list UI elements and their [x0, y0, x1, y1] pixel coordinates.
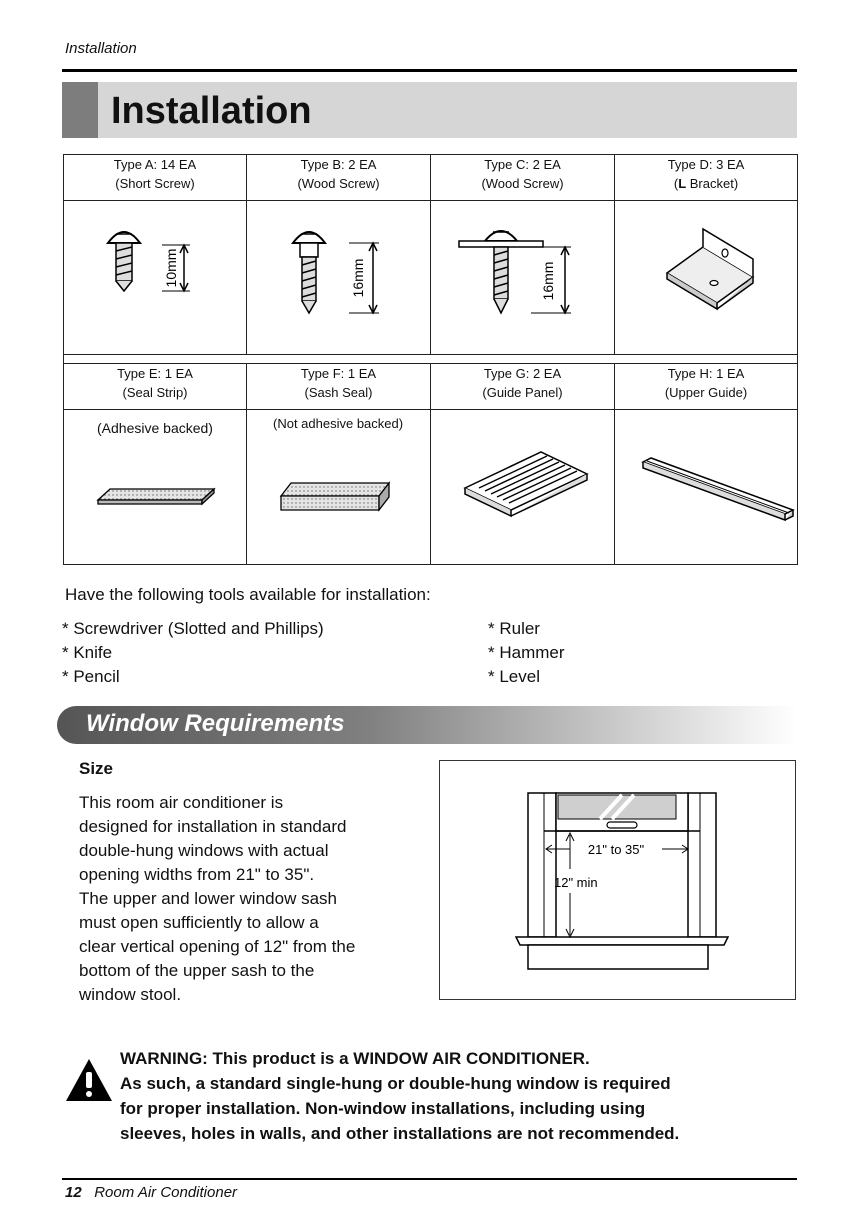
part-b-label: [247, 155, 431, 201]
size-text-line: must open sufficiently to allow a: [79, 913, 319, 932]
part-d-type: Type D: 3 EA: [667, 157, 745, 172]
part-c-dimension: 16mm: [540, 261, 556, 301]
part-f-type: Type F: 1 EA: [300, 366, 377, 381]
footer-rule: [62, 1178, 797, 1180]
tool-item: * Knife: [62, 643, 113, 662]
part-c-label: [431, 155, 615, 201]
parts-table-gap: [64, 355, 798, 364]
part-b-type: Type B: 2 EA: [300, 157, 377, 172]
part-e-label: [64, 364, 247, 410]
footer-title: Room Air Conditioner: [94, 1184, 238, 1201]
size-text-line: This room air conditioner is: [79, 793, 284, 812]
section-title: Window Requirements: [86, 710, 345, 737]
part-a-type: Type A: 14 EA: [113, 157, 197, 172]
footer: [65, 1184, 237, 1201]
size-text-line: The upper and lower window sash: [79, 889, 337, 908]
part-e-name: (Seal Strip): [122, 385, 188, 400]
size-text-line: clear vertical opening of 12" from the: [79, 937, 356, 956]
part-g-image: [431, 410, 615, 565]
l-bracket-icon: [615, 201, 798, 354]
tools-intro: Have the following tools available for installation:: [65, 585, 431, 604]
size-text-line: designed for installation in standard: [79, 817, 347, 836]
tool-item: * Level: [488, 667, 540, 686]
tool-item: * Screwdriver (Slotted and Phillips): [62, 619, 324, 638]
height-dimension-label: 12" min: [554, 875, 598, 890]
part-g-name: (Guide Panel): [482, 385, 563, 400]
upper-guide-icon: [615, 410, 798, 564]
size-text-line: bottom of the upper sash to the: [79, 961, 315, 980]
warning-icon: [64, 1057, 114, 1103]
size-text-line: double-hung windows with actual: [79, 841, 329, 860]
window-diagram: [439, 760, 796, 1000]
page-number: 12: [65, 1184, 82, 1201]
part-g-label: [431, 364, 615, 410]
part-c-name: (Wood Screw): [481, 176, 564, 191]
part-d-name: (L Bracket): [673, 176, 739, 191]
tool-item: * Pencil: [62, 667, 120, 686]
part-h-type: Type H: 1 EA: [667, 366, 745, 381]
short-screw-icon: [64, 201, 247, 354]
part-g-type: Type G: 2 EA: [483, 366, 562, 381]
tool-item: * Hammer: [488, 643, 565, 662]
part-a-image: [64, 201, 247, 355]
wood-screw-icon: [247, 201, 431, 354]
guide-panel-icon: [431, 410, 615, 564]
washer-screw-icon: [431, 201, 615, 354]
part-e-note: (Adhesive backed): [97, 420, 213, 436]
title-tab: [62, 82, 98, 138]
parts-table: [63, 154, 798, 565]
part-a-name: (Short Screw): [115, 176, 195, 191]
page-title: Installation: [111, 90, 312, 132]
window-opening-diagram: [440, 761, 795, 999]
warning-line: sleeves, holes in walls, and other installations are not recommended.: [120, 1124, 680, 1143]
part-e-image: [64, 410, 247, 565]
part-b-dimension: 16mm: [350, 258, 366, 298]
size-text-line: opening widths from 21" to 35".: [79, 865, 315, 884]
running-head: Installation: [65, 40, 137, 57]
part-a-label: [64, 155, 247, 201]
part-h-image: [615, 410, 798, 565]
size-heading: Size: [79, 759, 114, 778]
part-a-dimension: 10mm: [163, 248, 179, 288]
part-h-label: [615, 364, 798, 410]
size-text-line: window stool.: [79, 985, 182, 1004]
seal-strip-icon: [64, 410, 247, 564]
part-c-image: [431, 201, 615, 355]
part-e-type: Type E: 1 EA: [117, 366, 193, 381]
warning-line: WARNING: This product is a WINDOW AIR CONDITIONER.: [120, 1049, 590, 1068]
part-b-image: [247, 201, 431, 355]
part-h-name: (Upper Guide): [664, 385, 748, 400]
part-d-label: [615, 155, 798, 201]
warning-line: for proper installation. Non-window installations, including using: [120, 1099, 646, 1118]
warning-line: As such, a standard single-hung or double-hung window is required: [120, 1074, 671, 1093]
part-f-image: [247, 410, 431, 565]
part-b-name: (Wood Screw): [297, 176, 380, 191]
part-f-note: (Not adhesive backed): [273, 416, 404, 431]
header-rule: [62, 69, 797, 72]
width-dimension-label: 21" to 35": [587, 842, 645, 857]
part-f-label: [247, 364, 431, 410]
part-d-image: [615, 201, 798, 355]
sash-seal-icon: [247, 410, 431, 564]
part-f-name: (Sash Seal): [304, 385, 373, 400]
tool-item: * Ruler: [488, 619, 540, 638]
part-c-type: Type C: 2 EA: [484, 157, 561, 172]
